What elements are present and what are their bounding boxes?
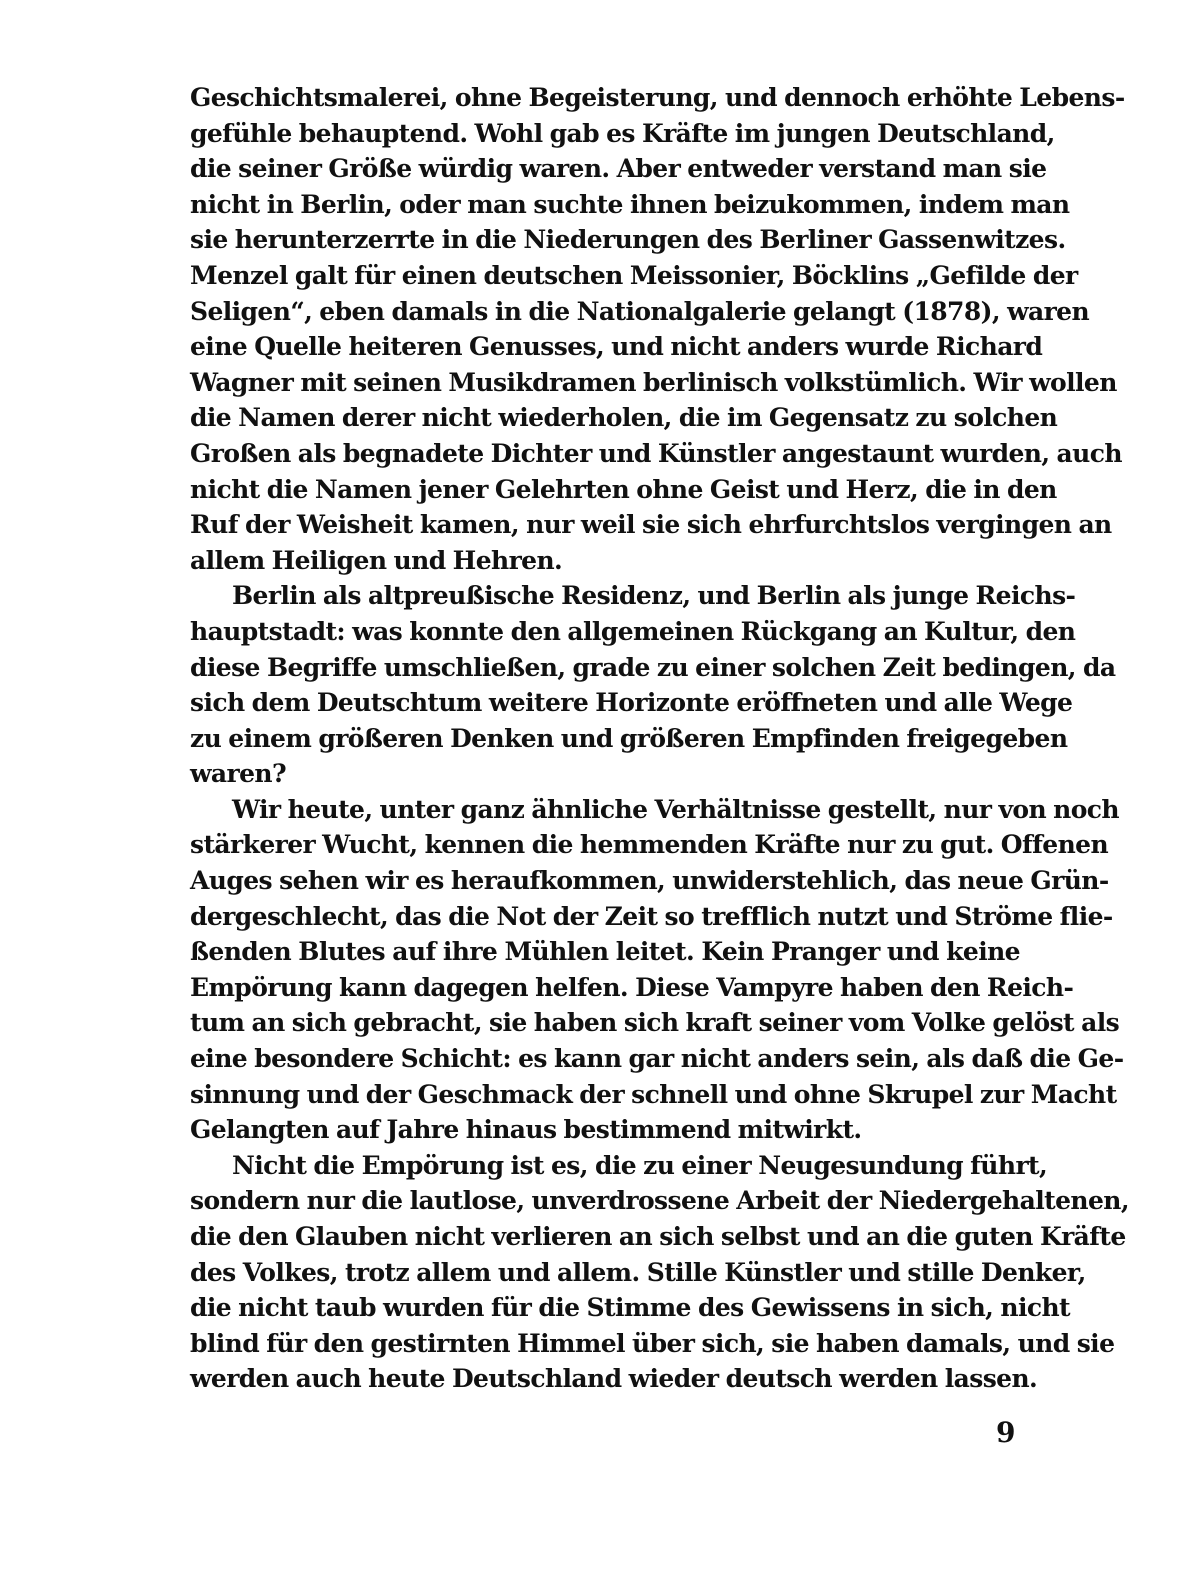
text-line: sie herunterzerrte in die Niederungen des Berliner Gassenwitzes. [190,225,1066,255]
text-line: stärkerer Wucht, kennen die hemmenden Kräfte nur zu gut. Offenen [190,830,1109,860]
text-line: Nicht die Empörung ist es, die zu einer Neugesundung führt, [232,1150,1048,1180]
text-line: dergeschlecht, das die Not der Zeit so trefflich nutzt und Ströme flie- [190,901,1113,931]
text-line: blind für den gestirnten Himmel über sich, sie haben damals, und sie [190,1328,1115,1358]
body-text [190,80,1129,1397]
text-line: die Namen derer nicht wiederholen, die im Gegensatz zu solchen [190,403,1058,433]
text-line: gefühle behauptend. Wohl gab es Kräfte im jungen Deutschland, [190,118,1055,148]
text-line: sich dem Deutschtum weitere Horizonte eröffneten und alle Wege [190,688,1073,718]
text-line: Gelangten auf Jahre hinaus bestimmend mitwirkt. [190,1115,862,1145]
text-line: tum an sich gebracht, sie haben sich kraft seiner vom Volke gelöst als [190,1008,1120,1038]
text-line: sondern nur die lautlose, unverdrossene Arbeit der Niedergehaltenen, [190,1186,1129,1216]
text-line: Auges sehen wir es heraufkommen, unwiderstehlich, das neue Grün- [190,866,1109,896]
text-line: Menzel galt für einen deutschen Meissonier, Böcklins „Gefilde der [190,260,1078,290]
page-number: 9 [996,1416,1016,1449]
text-line: eine Quelle heiteren Genusses, und nicht anders wurde Richard [190,332,1043,362]
text-line: Großen als begnadete Dichter und Künstler angestaunt wurden, auch [190,438,1122,468]
text-line: eine besondere Schicht: es kann gar nicht anders sein, als daß die Ge- [190,1044,1124,1074]
text-line: nicht die Namen jener Gelehrten ohne Geist und Herz, die in den [190,474,1057,504]
text-line: Berlin als altpreußische Residenz, und Berlin als junge Reichs- [232,581,1076,611]
text-line: werden auch heute Deutschland wieder deutsch werden lassen. [190,1364,1038,1394]
text-line: zu einem größeren Denken und größeren Empfinden freigegeben [190,723,1068,753]
text-line: Wir heute, unter ganz ähnliche Verhältnisse gestellt, nur von noch [232,794,1119,824]
text-line: die seiner Größe würdig waren. Aber entweder verstand man sie [190,154,1047,184]
text-line: waren? [190,759,287,789]
text-line: des Volkes, trotz allem und allem. Stille Künstler und stille Denker, [190,1257,1086,1287]
text-line: ßenden Blutes auf ihre Mühlen leitet. Kein Pranger und keine [190,937,1020,967]
text-line: die nicht taub wurden für die Stimme des Gewissens in sich, nicht [190,1293,1070,1323]
text-line: die den Glauben nicht verlieren an sich selbst und an die guten Kräfte [190,1222,1126,1251]
text-line: Wagner mit seinen Musikdramen berlinisch volkstümlich. Wir wollen [190,367,1117,397]
text-line: Ruf der Weisheit kamen, nur weil sie sich ehrfurchtslos vergingen an [190,510,1112,540]
text-line: Empörung kann dagegen helfen. Diese Vampyre haben den Reich- [190,972,1074,1002]
text-line: sinnung und der Geschmack der schnell und ohne Skrupel zur Macht [190,1079,1117,1109]
text-line: nicht in Berlin, oder man suchte ihnen beizukommen, indem man [190,189,1070,219]
text-line: allem Heiligen und Hehren. [190,545,563,575]
text-line: Geschichtsmalerei, ohne Begeisterung, und dennoch erhöhte Lebens- [190,83,1125,112]
text-line: Seligen“, eben damals in die Nationalgalerie gelangt (1878), waren [190,296,1090,326]
text-line: diese Begriffe umschließen, grade zu einer solchen Zeit bedingen, da [190,652,1116,682]
text-line: hauptstadt: was konnte den allgemeinen Rückgang an Kultur, den [190,616,1076,646]
